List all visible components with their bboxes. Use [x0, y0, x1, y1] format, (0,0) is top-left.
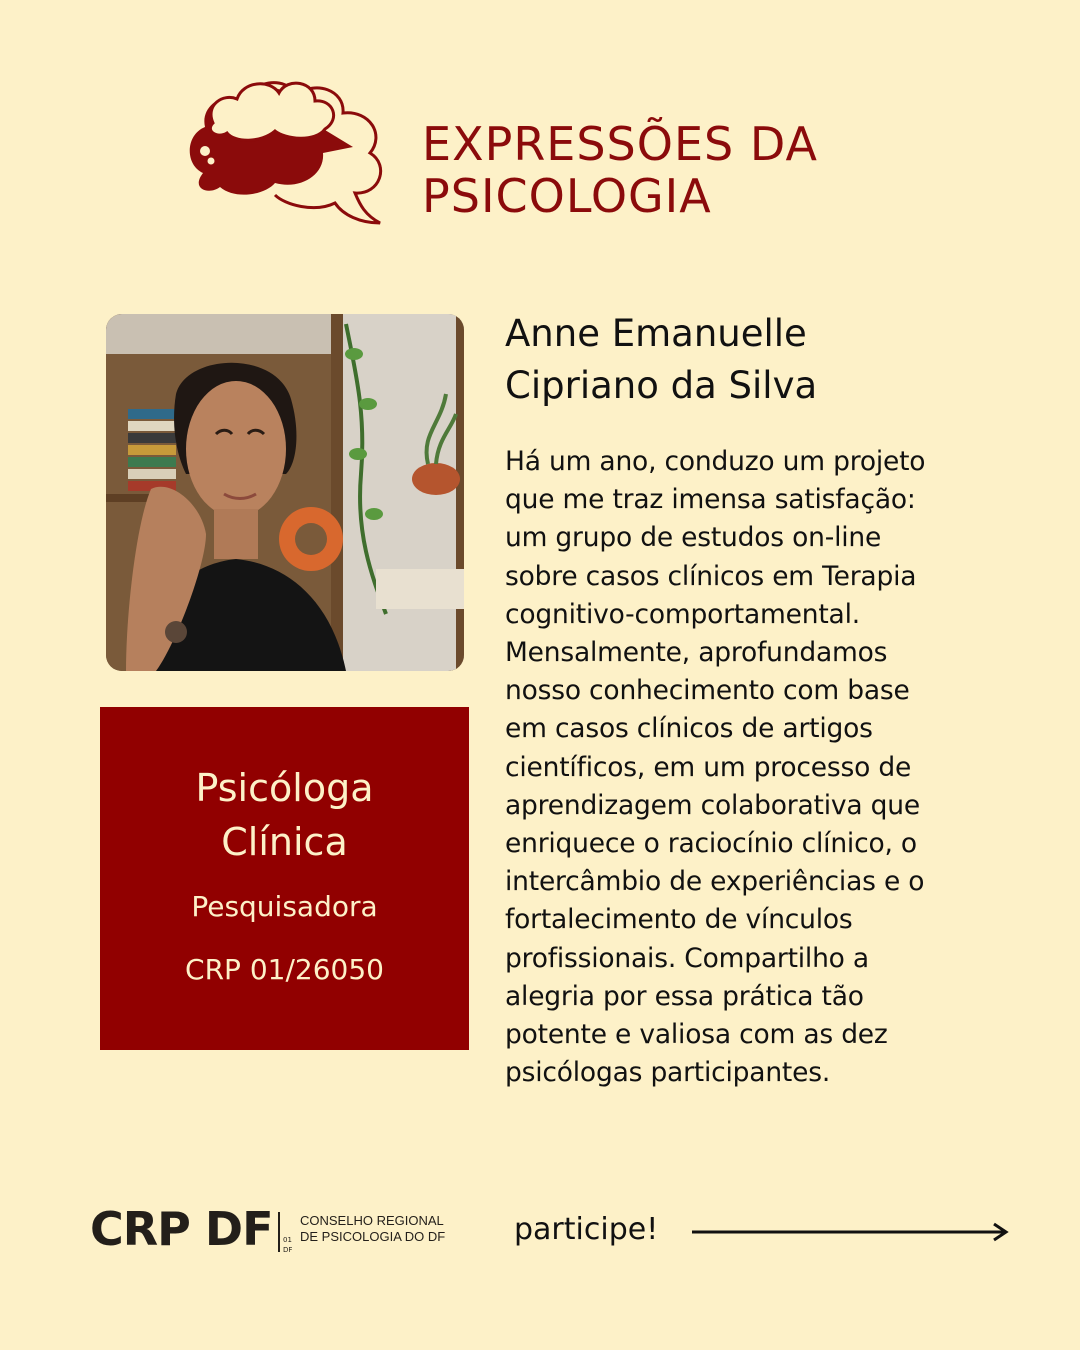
bio-line: que me traz imensa satisfação: — [505, 484, 916, 516]
bio-line: científicos, em um processo de — [505, 751, 912, 783]
logo-mini-mark — [278, 1212, 298, 1252]
org-name — [300, 1213, 445, 1245]
logo-letters: CRP DF — [90, 1202, 273, 1256]
logo-mini-bottom: DF — [283, 1246, 293, 1254]
arrow-right-icon[interactable] — [692, 1221, 1010, 1243]
role-subtitle: Pesquisadora — [191, 890, 378, 923]
bio-line: um grupo de estudos on-line — [505, 522, 882, 554]
bio-line: potente e valiosa com as dez — [505, 1019, 888, 1051]
bio-text — [505, 443, 1025, 1092]
page-title — [422, 118, 818, 222]
bio-line: cognitivo-comportamental. — [505, 598, 860, 630]
thought-bubbles-icon — [175, 55, 415, 235]
bio-line: Mensalmente, aprofundamos — [505, 637, 888, 669]
profile-photo — [106, 314, 464, 671]
title-line-1: EXPRESSÕES DA — [422, 117, 818, 171]
bio-line: fortalecimento de vínculos — [505, 904, 853, 936]
bio-line: Há um ano, conduzo um projeto — [505, 446, 926, 477]
crp-df-logo — [90, 1202, 450, 1256]
cta-label[interactable]: participe! — [514, 1212, 659, 1247]
bio-line: sobre casos clínicos em Terapia — [505, 560, 917, 592]
org-line-2: DE PSICOLOGIA DO DF — [300, 1229, 446, 1244]
bio-line: intercâmbio de experiências e o — [505, 866, 925, 898]
bio-line: alegria por essa prática tão — [505, 980, 864, 1012]
bio-line: enriquece o raciocínio clínico, o — [505, 828, 917, 860]
title-line-2: PSICOLOGIA — [422, 169, 712, 223]
name-line-1: Anne Emanuelle — [505, 312, 807, 355]
person-name — [505, 308, 817, 412]
name-line-2: Cipriano da Silva — [505, 364, 818, 407]
org-line-1: CONSELHO REGIONAL — [300, 1213, 444, 1228]
bio-line: em casos clínicos de artigos — [505, 713, 873, 745]
role-line-1: Psicóloga — [195, 766, 374, 810]
bio-line: aprendizagem colaborativa que — [505, 789, 920, 821]
role-title — [100, 761, 469, 869]
bio-line: psicólogas participantes. — [505, 1057, 831, 1089]
role-box — [100, 707, 469, 1050]
crp-number: CRP 01/26050 — [185, 953, 384, 986]
role-line-2: Clínica — [221, 820, 348, 864]
bio-line: profissionais. Compartilho a — [505, 942, 869, 974]
bio-line: nosso conhecimento com base — [505, 675, 910, 707]
logo-mini-top: 01 — [283, 1236, 292, 1244]
